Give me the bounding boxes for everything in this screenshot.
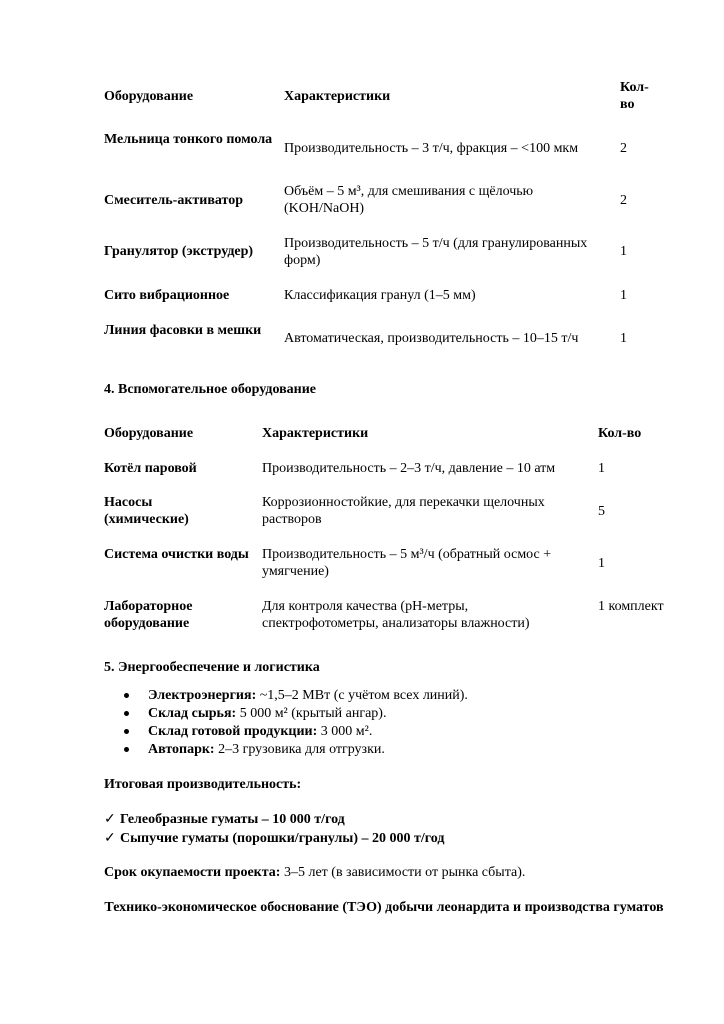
table2-row-equipment: Насосы (химические)	[104, 495, 189, 527]
list-item-label: Автопарк:	[148, 742, 215, 757]
table2-row-equipment: Система очистки воды	[104, 547, 249, 562]
table2-row-spec: Для контроля качества (pH-метры, спектрофотометры, анализаторы влажности)	[262, 599, 530, 631]
list-item	[104, 705, 468, 722]
table2-row-qty: 1 комплект	[598, 599, 664, 614]
energy-logistics-list	[104, 687, 468, 759]
list-item	[104, 723, 468, 740]
bullet-icon	[124, 729, 129, 734]
table2-header-qty: Кол-во	[598, 426, 642, 441]
summary-line	[104, 811, 345, 828]
table2-row-spec: Коррозионностойкие, для перекачки щелочных растворов	[262, 495, 545, 527]
table1-row-spec: Объём – 5 м³, для смешивания с щёлочью (KOH/NaOH)	[284, 184, 534, 216]
section-4-title: 4. Вспомогательное оборудование	[104, 382, 317, 397]
table2-row-spec: Производительность – 2–3 т/ч, давление – 10 атм	[262, 461, 556, 476]
table1-header-spec: Характеристики	[284, 89, 391, 104]
list-item-text: ~1,5–2 МВт (с учётом всех линий).	[256, 688, 468, 703]
table1-row-qty: 2	[620, 193, 627, 208]
table1-row-spec: Производительность – 5 т/ч (для гранулированных форм)	[284, 236, 588, 268]
list-item	[104, 687, 468, 704]
table2-row-qty: 1	[598, 556, 605, 571]
bullet-icon	[124, 747, 129, 752]
table1-row-equipment: Мельница тонкого помола	[104, 132, 273, 147]
list-item-label: Склад сырья:	[148, 706, 237, 721]
table1-row-spec: Классификация гранул (1–5 мм)	[284, 288, 476, 303]
summary-line-text: Сыпучие гуматы (порошки/гранулы) – 20 000 т/год	[120, 831, 445, 846]
list-item-text: 5 000 м² (крытый ангар).	[236, 706, 387, 721]
summary-title: Итоговая производительность:	[104, 777, 302, 792]
table1-row-spec: Автоматическая, производительность – 10–15 т/ч	[284, 331, 579, 346]
bullet-icon	[124, 711, 129, 716]
payback-label: Срок окупаемости проекта:	[104, 865, 281, 880]
list-item-text: 2–3 грузовика для отгрузки.	[214, 742, 385, 757]
table1-header-qty: Кол-во	[620, 80, 649, 112]
table1-row-spec: Производительность – 3 т/ч, фракция – <100 мкм	[284, 141, 579, 156]
table1-row-equipment: Линия фасовки в мешки	[104, 323, 262, 338]
list-item-label: Электроэнергия:	[148, 688, 257, 703]
payback-paragraph	[104, 864, 525, 881]
table1-row-equipment: Смеситель-активатор	[104, 193, 244, 208]
table1-row-qty: 1	[620, 244, 627, 259]
check-icon: ✓	[104, 831, 116, 846]
table2-row-equipment: Котёл паровой	[104, 461, 197, 476]
table1-row-equipment: Сито вибрационное	[104, 288, 230, 303]
payback-text: 3–5 лет (в зависимости от рынка сбыта).	[280, 865, 526, 880]
table2-row-spec: Производительность – 5 м³/ч (обратный осмос + умягчение)	[262, 547, 552, 579]
table1-row-qty: 2	[620, 141, 627, 156]
bullet-icon	[124, 693, 129, 698]
summary-line	[104, 830, 444, 847]
feasibility-study-title: Технико-экономическое обоснование (ТЭО) добычи леонардита и производства гуматов	[104, 900, 664, 915]
table1-row-equipment: Гранулятор (экструдер)	[104, 244, 254, 259]
check-icon: ✓	[104, 812, 116, 827]
table2-row-qty: 5	[598, 504, 605, 519]
list-item-label: Склад готовой продукции:	[148, 724, 318, 739]
table2-row-equipment: Лабораторное оборудование	[104, 599, 193, 631]
table1-row-qty: 1	[620, 331, 627, 346]
table2-header-equipment: Оборудование	[104, 426, 194, 441]
table1-header-equipment: Оборудование	[104, 89, 194, 104]
section-5-title: 5. Энергообеспечение и логистика	[104, 660, 320, 675]
table2-row-qty: 1	[598, 461, 605, 476]
table1-row-qty: 1	[620, 288, 627, 303]
list-item-text: 3 000 м².	[317, 724, 373, 739]
list-item	[104, 741, 468, 758]
summary-line-text: Гелеобразные гуматы – 10 000 т/год	[120, 812, 345, 827]
table2-header-spec: Характеристики	[262, 426, 369, 441]
